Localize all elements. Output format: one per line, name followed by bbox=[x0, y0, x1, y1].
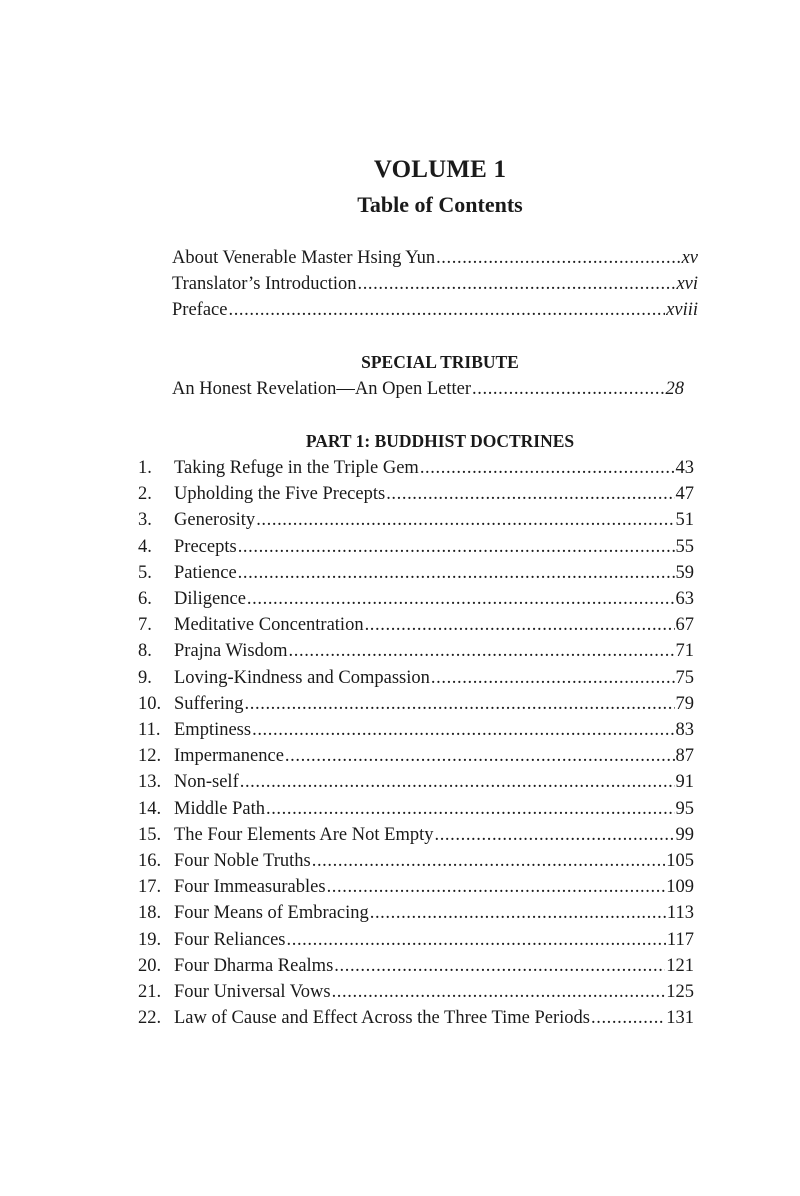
entry-title: Emptiness bbox=[174, 720, 252, 740]
entry-title: Prajna Wisdom bbox=[174, 641, 288, 662]
toc-entry[interactable] bbox=[138, 954, 694, 978]
dot-leader bbox=[312, 849, 666, 873]
entry-title: Four Means of Embracing bbox=[174, 903, 369, 924]
entry-page: 117 bbox=[666, 929, 694, 950]
dot-leader bbox=[245, 692, 675, 716]
entry-number: 11. bbox=[138, 720, 161, 740]
entry-title: An Honest Revelation—An Open Letter bbox=[172, 379, 472, 399]
toc-entry[interactable] bbox=[138, 666, 694, 690]
entry-number: 2. bbox=[138, 484, 152, 505]
entry-title: Four Noble Truths bbox=[174, 851, 311, 871]
dot-leader bbox=[332, 980, 666, 1004]
entry-number: 19. bbox=[138, 929, 162, 950]
entry-title: Upholding the Five Precepts bbox=[174, 484, 386, 505]
toc-entry[interactable] bbox=[138, 639, 694, 663]
entry-page: 47 bbox=[675, 484, 694, 505]
entry-title: Four Reliances bbox=[174, 929, 286, 950]
toc-entry[interactable] bbox=[138, 718, 694, 742]
dot-leader bbox=[247, 587, 675, 611]
entry-title: Impermanence bbox=[174, 746, 284, 767]
toc-entry[interactable] bbox=[138, 587, 694, 611]
toc-title: Table of Contents bbox=[357, 192, 523, 217]
entry-title: Four Universal Vows bbox=[174, 982, 331, 1002]
dot-leader bbox=[420, 456, 675, 480]
entry-title: Patience bbox=[174, 562, 237, 583]
entry-page: 121 bbox=[666, 955, 694, 976]
toc-entry[interactable] bbox=[138, 823, 694, 847]
entry-page: 67 bbox=[675, 615, 694, 636]
dot-leader bbox=[434, 823, 674, 847]
entry-page: 99 bbox=[675, 824, 694, 845]
dot-leader bbox=[357, 272, 675, 296]
entry-number: 22. bbox=[138, 1008, 162, 1029]
entry-number: 4. bbox=[138, 536, 152, 557]
entry-page: 63 bbox=[675, 589, 694, 609]
toc-entry[interactable] bbox=[138, 928, 694, 952]
toc-entry[interactable] bbox=[138, 482, 694, 506]
entry-page: xv bbox=[681, 248, 698, 268]
entry-number: 3. bbox=[138, 510, 152, 531]
entry-page: 83 bbox=[675, 720, 694, 740]
entry-title: Non-self bbox=[174, 772, 239, 793]
dot-leader bbox=[240, 770, 675, 794]
entry-page: 109 bbox=[666, 877, 694, 898]
entry-number: 15. bbox=[138, 824, 162, 845]
entry-title: Diligence bbox=[174, 589, 246, 609]
entry-number: 9. bbox=[138, 667, 152, 688]
toc-entry[interactable] bbox=[138, 797, 694, 821]
toc-entry[interactable] bbox=[138, 849, 694, 873]
entry-page: xvi bbox=[676, 274, 698, 294]
entry-title: Generosity bbox=[174, 510, 256, 531]
entry-page: 71 bbox=[675, 641, 694, 662]
entry-title: Meditative Concentration bbox=[174, 615, 364, 636]
dot-leader bbox=[591, 1006, 665, 1030]
dot-leader bbox=[238, 561, 675, 585]
entry-title: Loving-Kindness and Compassion bbox=[174, 667, 430, 688]
entry-title: Preface bbox=[172, 300, 228, 320]
toc-entry[interactable] bbox=[138, 561, 694, 585]
entry-title: Law of Cause and Effect Across the Three Time Periods bbox=[174, 1008, 590, 1029]
section-heading-part-1: PART 1: BUDDHIST DOCTRINES bbox=[305, 431, 575, 451]
toc-entry[interactable] bbox=[138, 692, 694, 716]
entry-page: 43 bbox=[675, 458, 694, 478]
entry-page: 51 bbox=[675, 510, 694, 531]
entry-page: 75 bbox=[675, 667, 694, 688]
dot-leader bbox=[370, 901, 666, 925]
dot-leader bbox=[365, 613, 675, 637]
toc-entry[interactable] bbox=[138, 980, 694, 1004]
dot-leader bbox=[334, 954, 665, 978]
entry-title: Suffering bbox=[174, 693, 244, 714]
section-heading-special-tribute: SPECIAL TRIBUTE bbox=[361, 352, 519, 372]
dot-leader bbox=[472, 377, 664, 401]
entry-page: 55 bbox=[675, 536, 694, 557]
dot-leader bbox=[256, 508, 674, 532]
toc-entry[interactable] bbox=[138, 1006, 694, 1030]
entry-title: Translator’s Introduction bbox=[172, 274, 357, 294]
entry-title: Precepts bbox=[174, 536, 237, 557]
toc-entry[interactable] bbox=[172, 272, 698, 296]
entry-page: 79 bbox=[675, 693, 694, 714]
dot-leader bbox=[327, 875, 666, 899]
dot-leader bbox=[289, 639, 675, 663]
entry-number: 12. bbox=[138, 746, 162, 767]
entry-page: 105 bbox=[666, 851, 694, 871]
entry-page: 95 bbox=[675, 798, 694, 819]
dot-leader bbox=[386, 482, 674, 506]
entry-number: 10. bbox=[138, 693, 162, 714]
entry-page: 28 bbox=[665, 379, 684, 399]
entry-number: 16. bbox=[138, 851, 162, 871]
entry-number: 21. bbox=[138, 982, 162, 1002]
toc-entry[interactable] bbox=[138, 744, 694, 768]
dot-leader bbox=[228, 298, 665, 322]
dot-leader bbox=[436, 246, 680, 270]
entry-number: 17. bbox=[138, 877, 162, 898]
entry-number: 14. bbox=[138, 798, 162, 819]
dot-leader bbox=[238, 535, 675, 559]
entry-page: 87 bbox=[675, 746, 694, 767]
entry-title: The Four Elements Are Not Empty bbox=[174, 824, 434, 845]
dot-leader bbox=[266, 797, 675, 821]
volume-title: VOLUME 1 bbox=[373, 156, 507, 183]
entry-page: 125 bbox=[666, 982, 694, 1002]
entry-number: 13. bbox=[138, 772, 162, 793]
toc-entry[interactable] bbox=[138, 901, 694, 925]
entry-page: xviii bbox=[666, 300, 698, 320]
entry-page: 131 bbox=[666, 1008, 694, 1029]
entry-title: Taking Refuge in the Triple Gem bbox=[174, 458, 419, 478]
dot-leader bbox=[252, 718, 674, 742]
dot-leader bbox=[431, 666, 675, 690]
entry-number: 8. bbox=[138, 641, 152, 662]
toc-entry[interactable] bbox=[138, 535, 694, 559]
toc-entry[interactable] bbox=[138, 613, 694, 637]
dot-leader bbox=[287, 928, 666, 952]
entry-number: 5. bbox=[138, 562, 152, 583]
toc-entry[interactable] bbox=[172, 246, 698, 270]
entry-page: 113 bbox=[666, 903, 694, 924]
entry-page: 59 bbox=[675, 562, 694, 583]
toc-entry[interactable] bbox=[138, 875, 694, 899]
dot-leader bbox=[285, 744, 675, 768]
entry-title: Four Immeasurables bbox=[174, 877, 326, 898]
entry-page: 91 bbox=[675, 772, 694, 793]
toc-entry[interactable] bbox=[138, 770, 694, 794]
entry-number: 18. bbox=[138, 903, 162, 924]
toc-entry[interactable] bbox=[138, 508, 694, 532]
entry-number: 7. bbox=[138, 615, 152, 636]
entry-number: 6. bbox=[138, 589, 152, 609]
entry-title: Four Dharma Realms bbox=[174, 955, 334, 976]
entry-number: 20. bbox=[138, 955, 162, 976]
toc-entry[interactable] bbox=[172, 298, 698, 322]
entry-title: About Venerable Master Hsing Yun bbox=[172, 248, 436, 268]
toc-entry[interactable] bbox=[138, 456, 694, 480]
entry-title: Middle Path bbox=[174, 798, 265, 819]
entry-number: 1. bbox=[138, 458, 152, 478]
toc-entry[interactable] bbox=[172, 377, 684, 401]
